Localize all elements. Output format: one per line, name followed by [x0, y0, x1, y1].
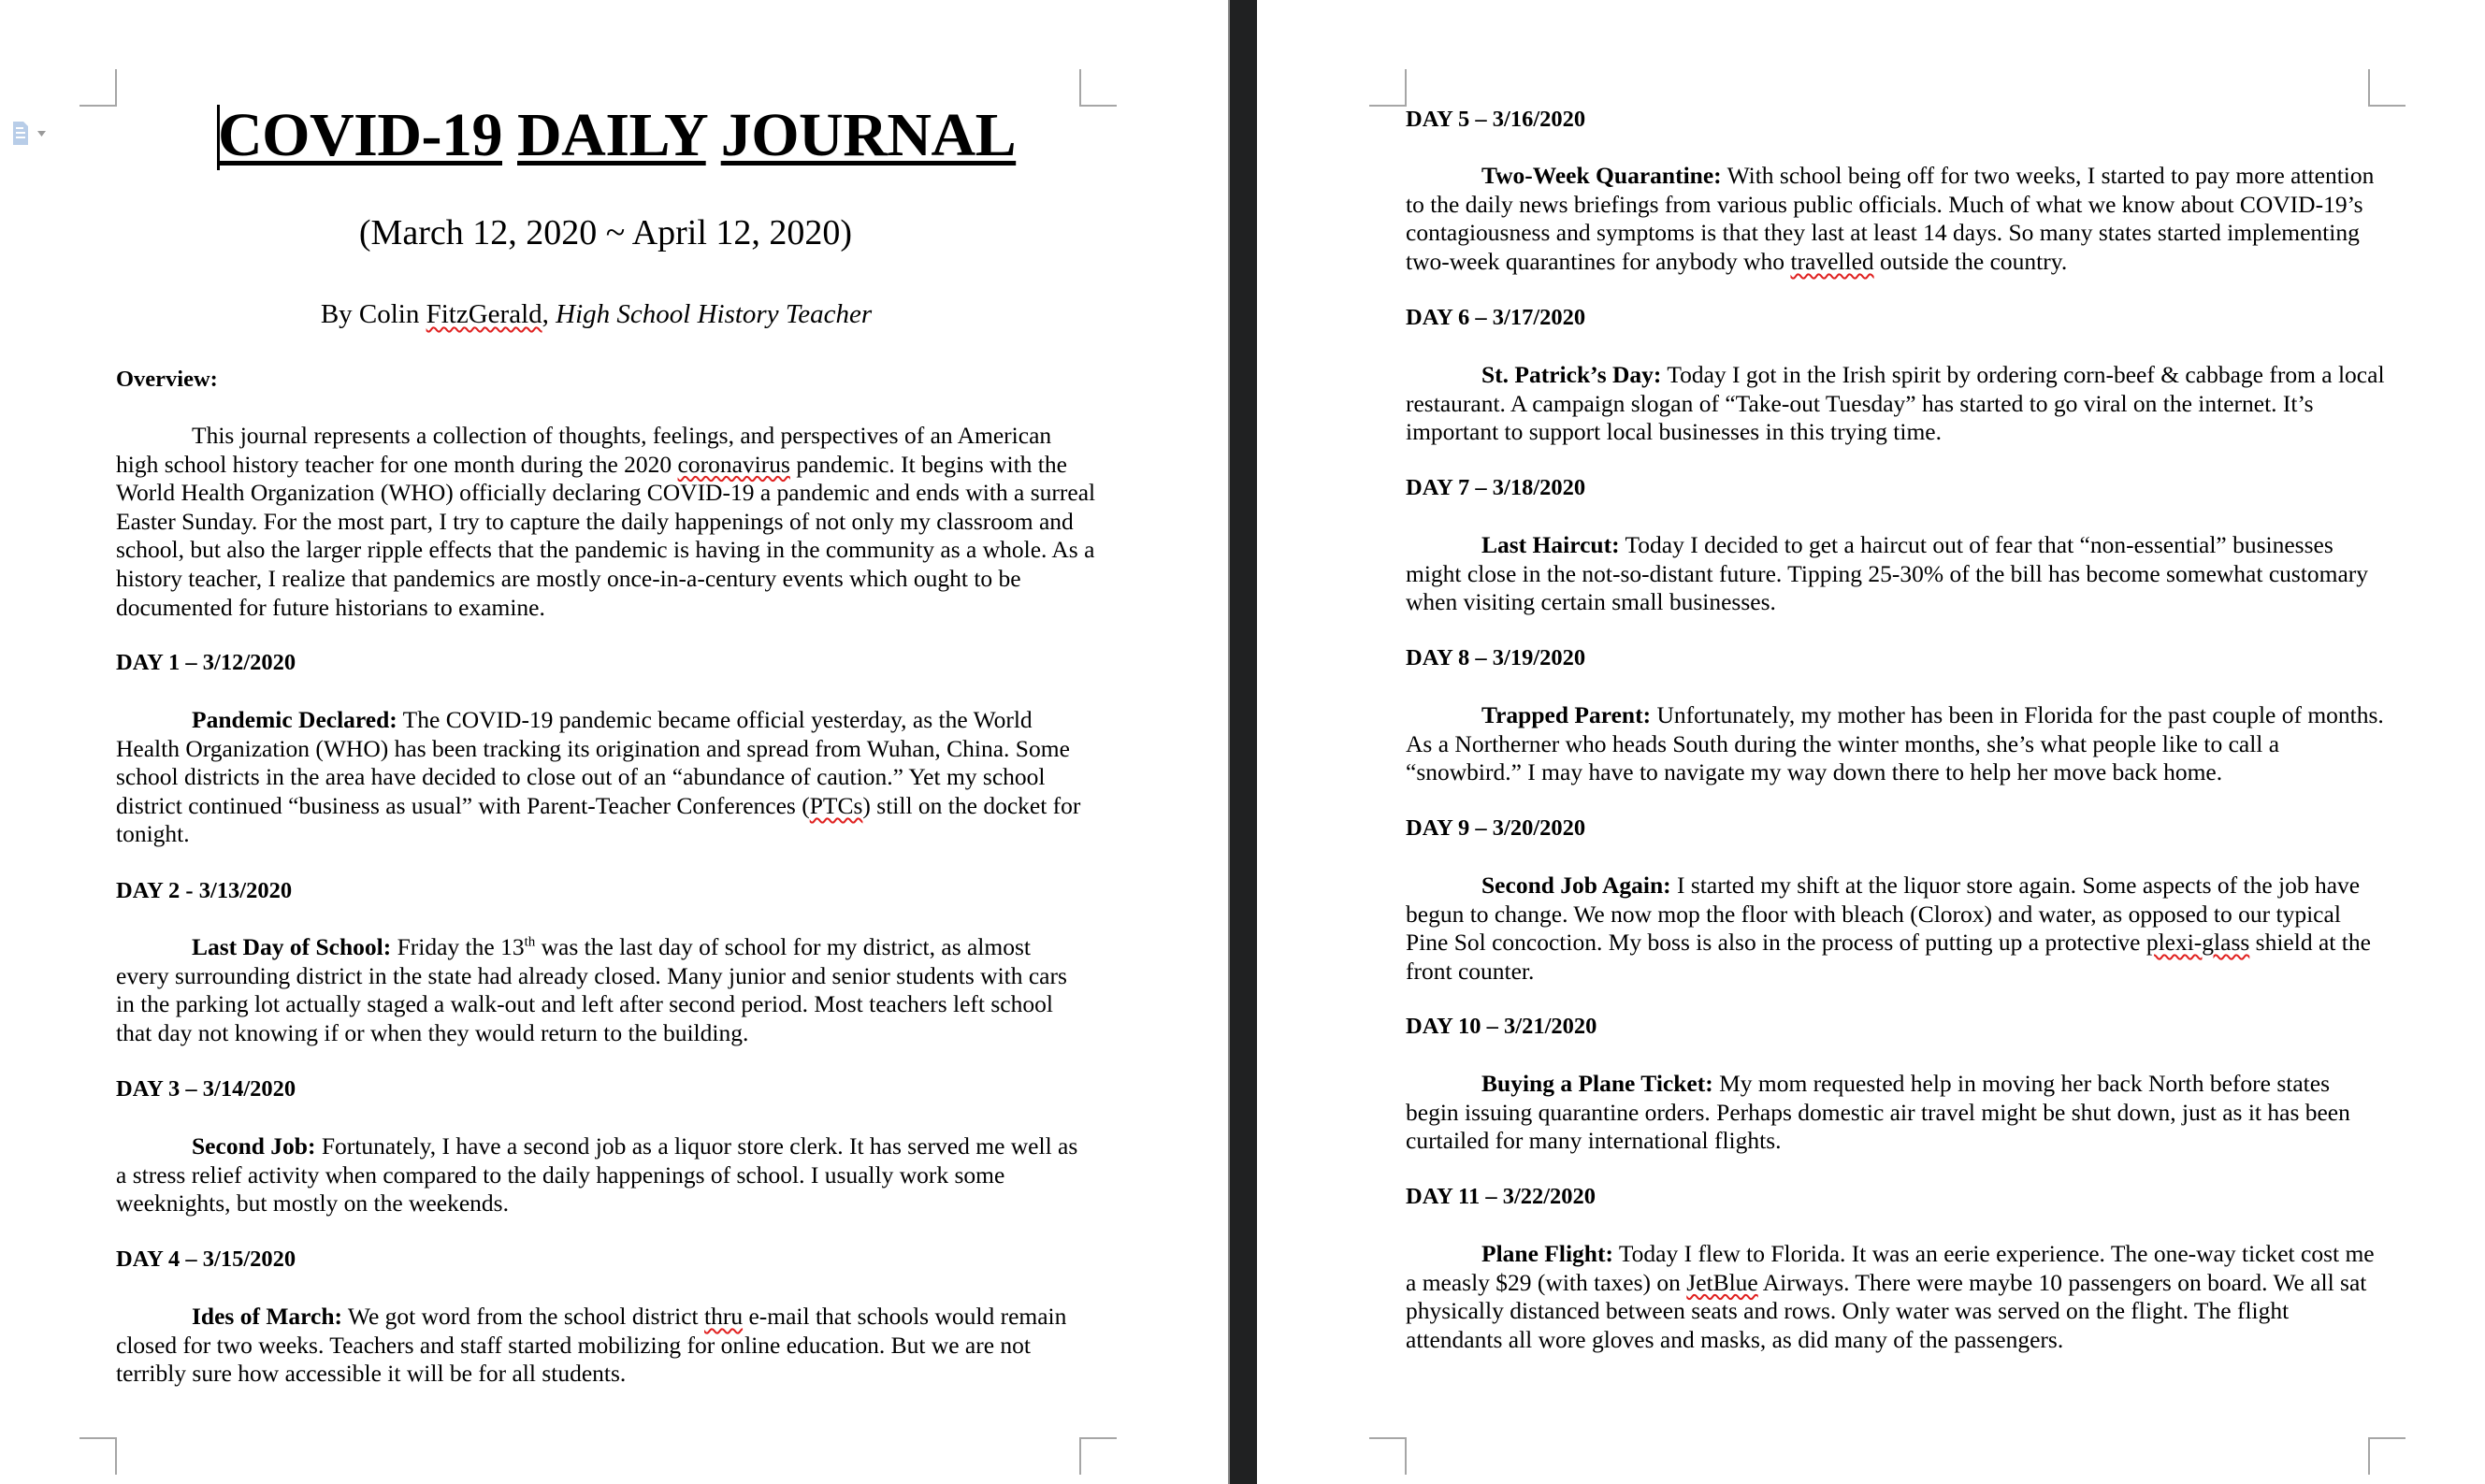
- entry-paragraph-day-11[interactable]: [1406, 1240, 2378, 1354]
- entry-title: Buying a Plane Ticket:: [1481, 1070, 1713, 1097]
- text-run: The COVID-19 pandemic became official yesterday, as the World Health Organization (WHO) has been tracking its origination and spread from Wuhan, China. Some school districts in the area have decided to close out of an “abundance of caution.” Yet my school district continued “business as usual” with Parent-Teacher Conferences (: [116, 706, 1070, 819]
- spellcheck-flagged-word[interactable]: FitzGerald: [426, 299, 542, 329]
- entry-paragraph-day-1[interactable]: [116, 706, 1089, 849]
- text-run: Today I decided to get a haircut out of fear that “non-essential” businesses might close in the not-so-distant future. Tipping 25-30% of the bill has become somewhat customary when visiting certain small businesses.: [1406, 531, 2369, 616]
- text-run: Today I got in the Irish spirit by ordering corn-beef & cabbage from a local restaurant. A campaign slogan of “Take-out Tuesday” has started to go viral on the internet. It’s important to support local businesses in this trying time.: [1406, 361, 2385, 446]
- spellcheck-flagged-word[interactable]: travelled: [1790, 247, 1874, 275]
- title-word: DAILY: [517, 101, 706, 169]
- overview-heading[interactable]: Overview:: [116, 367, 218, 392]
- document-byline[interactable]: [0, 297, 1192, 331]
- document-title[interactable]: [218, 98, 1016, 173]
- entry-paragraph-day-4[interactable]: [116, 1303, 1098, 1389]
- entry-heading-day-7[interactable]: DAY 7 – 3/18/2020: [1406, 475, 1586, 500]
- margin-corner-mark: [2368, 1437, 2406, 1475]
- document-options-icon: [9, 120, 56, 148]
- chevron-down-icon: [37, 131, 46, 137]
- entry-title: Two-Week Quarantine:: [1481, 162, 1722, 189]
- entry-title: Last Day of School:: [192, 933, 392, 960]
- spellcheck-flagged-word[interactable]: PTCs: [809, 791, 863, 819]
- entry-paragraph-day-3[interactable]: [116, 1132, 1089, 1218]
- text-run: pandemic. It begins with the World Health Organization (WHO) officially declaring COVID-19 a pandemic and ends with a surreal Easter Sunday. For the most part, I try to capture the daily happenings of not only my classroom and school, but also the larger ripple effects that the pandemic is having in the community as a whole. As a history teacher, I realize that pandemics are mostly once-in-a-century events which ought to be documented for future historians to examine.: [116, 450, 1096, 621]
- entry-heading-day-6[interactable]: DAY 6 – 3/17/2020: [1406, 305, 1586, 330]
- entry-paragraph-day-9[interactable]: [1406, 872, 2388, 986]
- text-run: Airways. There were maybe 10 passengers on board. We all sat physically distanced between seats and rows. Only water was served on the flight. The flight attendants all wore gloves and masks, as did many of the passengers.: [1406, 1268, 2367, 1353]
- title-word: JOURNAL: [720, 101, 1017, 169]
- text-run: This journal represents a collection of thoughts, feelings, and perspectives of an American high school history teacher for one month during the 2020: [116, 422, 1052, 478]
- entry-heading-day-5[interactable]: DAY 5 – 3/16/2020: [1406, 107, 1586, 132]
- entry-paragraph-day-8[interactable]: [1406, 701, 2388, 787]
- margin-corner-mark: [79, 69, 117, 107]
- byline-role: High School History Teacher: [556, 299, 873, 329]
- page-gap-divider: [1228, 0, 1257, 1484]
- entry-title: Trapped Parent:: [1481, 701, 1652, 728]
- text-run: outside the country.: [1873, 247, 2068, 275]
- entry-title: Pandemic Declared:: [192, 706, 397, 733]
- margin-corner-mark: [1079, 69, 1117, 107]
- entry-heading-day-8[interactable]: DAY 8 – 3/19/2020: [1406, 645, 1586, 670]
- entry-paragraph-day-2[interactable]: [116, 933, 1089, 1047]
- document-page-1[interactable]: [0, 0, 1228, 1484]
- entry-paragraph-day-10[interactable]: [1406, 1070, 2388, 1156]
- entry-title: Ides of March:: [192, 1303, 343, 1330]
- entry-heading-day-11[interactable]: DAY 11 – 3/22/2020: [1406, 1184, 1596, 1209]
- entry-title: Last Haircut:: [1481, 531, 1620, 558]
- text-run: was the last day of school for my district, as almost every surrounding district in the state had already closed. Many junior and senior students with cars in the parking lot actually staged a walk-out and left after second period. Most teachers left school that day not knowing if or when they would return to the building.: [116, 933, 1067, 1046]
- entry-heading-day-9[interactable]: DAY 9 – 3/20/2020: [1406, 815, 1586, 841]
- document-page-2[interactable]: [1257, 0, 2485, 1484]
- text-run: shield at the front counter.: [1406, 929, 2371, 985]
- text-run: Unfortunately, my mother has been in Florida for the past couple of months. As a Northerner who heads South during the winter months, she’s what people like to call a “snowbird.” I may have to navigate my way down there to help her move back home.: [1406, 701, 2384, 786]
- margin-corner-mark: [1079, 1437, 1117, 1475]
- byline-prefix: By Colin: [320, 299, 426, 329]
- entry-heading-day-4[interactable]: DAY 4 – 3/15/2020: [116, 1246, 296, 1272]
- ordinal-superscript: th: [524, 934, 536, 950]
- entry-paragraph-day-5[interactable]: [1406, 162, 2388, 276]
- entry-title: St. Patrick’s Day:: [1481, 361, 1662, 388]
- document-subtitle[interactable]: (March 12, 2020 ~ April 12, 2020): [358, 213, 853, 252]
- entry-paragraph-day-6[interactable]: [1406, 361, 2397, 447]
- text-run: With school being off for two weeks, I started to pay more attention to the daily news briefings from various public officials. Much of what we know about COVID-19’s contagiousness and symptoms is that they last at least 14 days. So many states started implementing two-week quarantines for anybody who: [1406, 162, 2375, 275]
- entry-title: Plane Flight:: [1481, 1240, 1613, 1267]
- spellcheck-flagged-word[interactable]: JetBlue: [1686, 1268, 1758, 1296]
- spellcheck-flagged-word[interactable]: thru: [704, 1303, 744, 1330]
- margin-corner-mark: [79, 1437, 117, 1475]
- byline-comma: ,: [542, 299, 549, 329]
- text-run: Today I flew to Florida. It was an eerie experience. The one-way ticket cost me a measly $29 (with taxes) on: [1406, 1240, 2375, 1296]
- text-run: Fortunately, I have a second job as a liquor store clerk. It has served me well as a stress relief activity when compared to the daily happenings of school. I usually work some weeknights, but mostly on the weekends.: [116, 1132, 1078, 1217]
- spellcheck-flagged-word[interactable]: coronavirus: [677, 450, 790, 478]
- smart-tag-button[interactable]: [9, 120, 56, 148]
- entry-heading-day-1[interactable]: DAY 1 – 3/12/2020: [116, 650, 296, 675]
- text-run: e-mail that schools would remain closed for two weeks. Teachers and staff started mobilizing for online education. But we are not terribly sure how accessible it will be for all students.: [116, 1303, 1067, 1388]
- entry-heading-day-10[interactable]: DAY 10 – 3/21/2020: [1406, 1014, 1597, 1039]
- entry-heading-day-3[interactable]: DAY 3 – 3/14/2020: [116, 1076, 296, 1102]
- text-run: I started my shift at the liquor store again. Some aspects of the job have begun to change. We now mop the floor with bleach (Clorox) and water, as opposed to our typical Pine Sol concoction. My boss is also in the process of putting up a protective: [1406, 872, 2361, 957]
- margin-corner-mark: [1369, 1437, 1407, 1475]
- text-run: Friday the 13: [391, 933, 525, 960]
- spellcheck-flagged-word[interactable]: plexi-glass: [2145, 929, 2250, 957]
- text-run: My mom requested help in moving her back North before states begin issuing quarantine orders. Perhaps domestic air travel might be shut down, just as it has been curtailed for many international flights.: [1406, 1070, 2350, 1155]
- title-word: COVID-19: [218, 101, 502, 169]
- overview-paragraph[interactable]: [116, 422, 1098, 622]
- entry-title: Second Job Again:: [1481, 872, 1671, 899]
- margin-corner-mark: [1369, 69, 1407, 107]
- entry-paragraph-day-7[interactable]: [1406, 531, 2388, 617]
- entry-title: Second Job:: [192, 1132, 316, 1160]
- text-run: We got word from the school district: [342, 1303, 705, 1330]
- entry-heading-day-2[interactable]: DAY 2 - 3/13/2020: [116, 878, 293, 903]
- margin-corner-mark: [2368, 69, 2406, 107]
- text-run: ) still on the docket for tonight.: [116, 791, 1081, 848]
